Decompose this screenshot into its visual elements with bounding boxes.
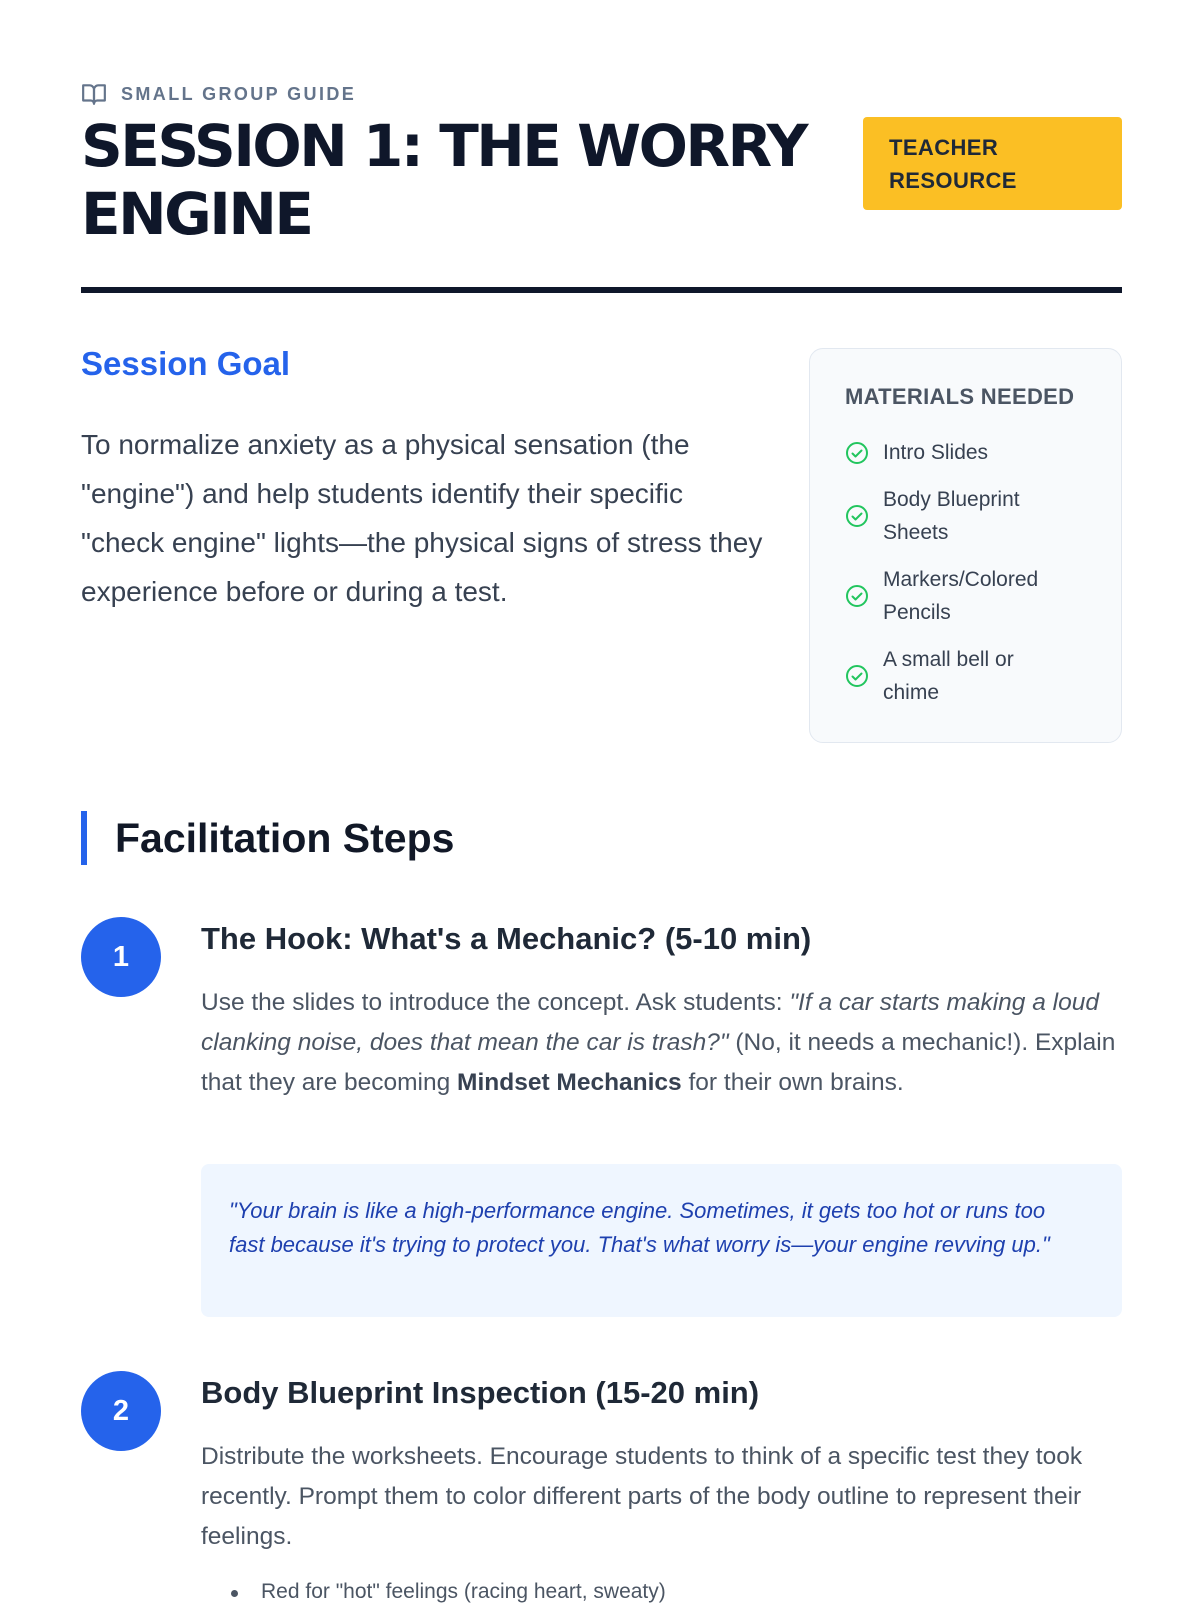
step-emphasis: Mindset Mechanics: [457, 1069, 682, 1096]
material-item-label: Markers/Colored: [883, 568, 1039, 591]
teacher-resource-badge: TEACHER RESOURCE: [863, 117, 1122, 210]
check-circle-icon: [845, 584, 869, 608]
material-item: [845, 563, 1038, 629]
check-circle-icon: [845, 504, 869, 528]
check-circle-icon: [845, 664, 869, 688]
step-title: The Hook: What's a Mechanic? (5-10 min): [201, 921, 812, 956]
step-title: Body Blueprint Inspection (15-20 min): [201, 1375, 760, 1410]
material-item: [845, 436, 988, 469]
material-item: [845, 643, 1014, 709]
material-item-label: A small bell or: [883, 648, 1014, 671]
session-goal-heading: Session Goal: [81, 345, 291, 382]
session-goal-text: To normalize anxiety as a physical sensation (the "engine") and help students identify their specific "check engine" lights—the physical signs of stress they experience before or during a test.: [81, 429, 763, 607]
check-circle-icon: [845, 441, 869, 465]
page-title: SESSION 1: THE WORRY ENGINE: [81, 112, 807, 248]
eyebrow-label: SMALL GROUP GUIDE: [121, 83, 357, 104]
material-item-label: chime: [883, 681, 940, 704]
book-open-icon: [81, 82, 107, 106]
eyebrow: [81, 82, 356, 106]
color-key-list: [201, 1576, 666, 1608]
step-question: "If a car starts making a loud clanking noise, does that mean the car is trash?": [201, 989, 1099, 1056]
step-text: for their own brains.: [681, 1069, 904, 1096]
step-number-badge: 2: [81, 1371, 161, 1451]
step-number-badge: 1: [81, 917, 161, 997]
material-item-label: Sheets: [883, 521, 949, 544]
facilitation-heading: Facilitation Steps: [115, 815, 455, 861]
list-item: Red for "hot" feelings (racing heart, sweaty): [201, 1576, 666, 1608]
header-divider: [81, 287, 1122, 293]
teacher-script-quote: "Your brain is like a high-performance engine. Sometimes, it gets too hot or runs too fast because it's trying to protect you. That's what worry is—your engine revving up.": [201, 1164, 1122, 1317]
step-description: Distribute the worksheets. Encourage students to think of a specific test they took recently. Prompt them to color different parts of the body outline to represent their feelings.: [201, 1443, 1083, 1550]
section-accent-bar: [81, 811, 87, 865]
material-item-label: Intro Slides: [883, 441, 989, 464]
step-text: (No, it needs a mechanic!). Explain that they are becoming: [201, 1029, 1116, 1096]
material-item-label: Pencils: [883, 601, 951, 624]
material-item-label: Body Blueprint: [883, 488, 1020, 511]
step-description: [201, 983, 1122, 1103]
material-item: [845, 483, 1020, 549]
materials-heading: MATERIALS NEEDED: [845, 384, 1075, 409]
step-text: Use the slides to introduce the concept. Ask students:: [201, 989, 790, 1016]
session-guide-page: [81, 0, 1122, 1603]
